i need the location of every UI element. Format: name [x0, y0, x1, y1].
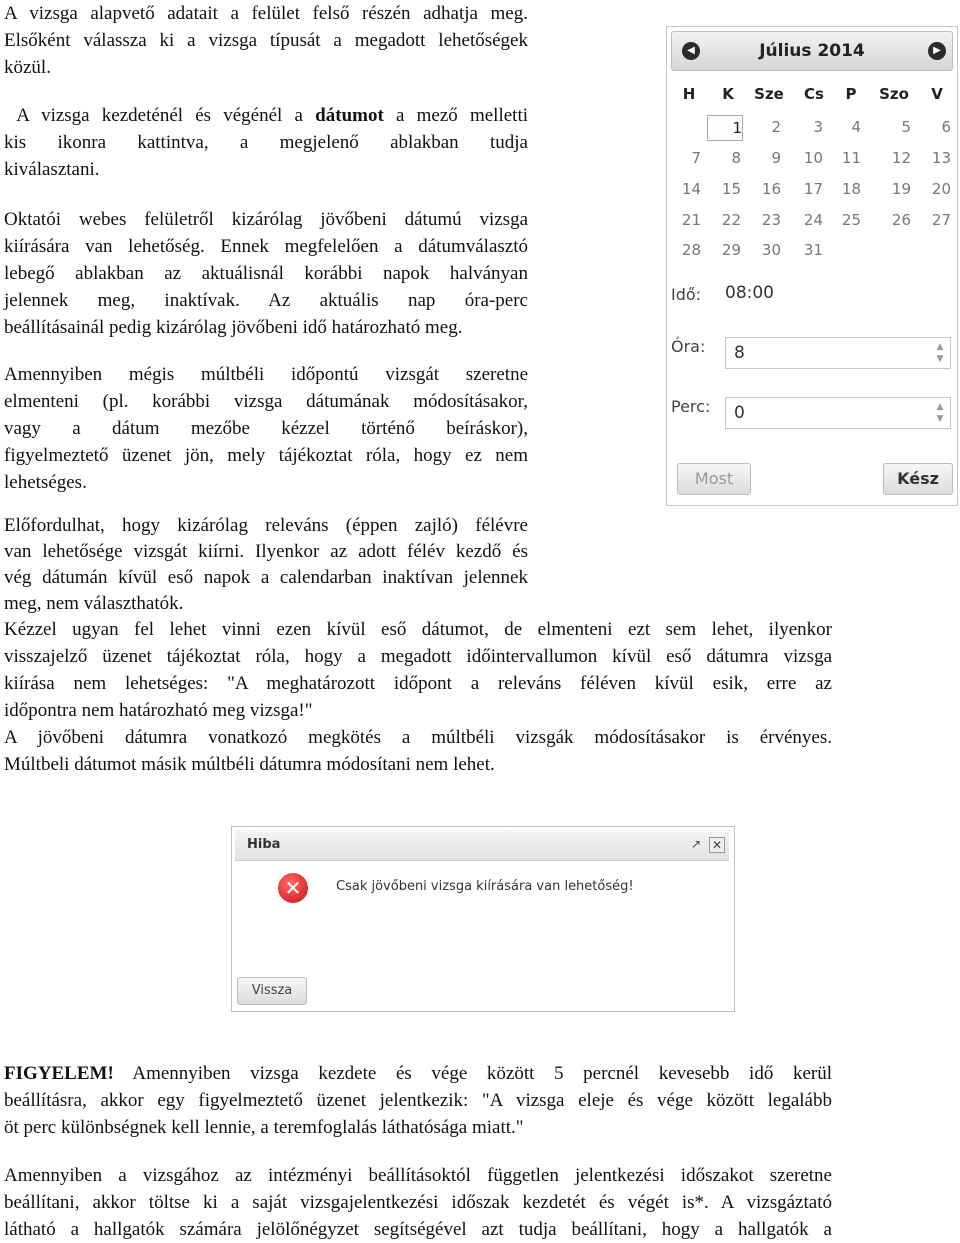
text-line: vég dátumán kívül eső napok a calendarban inaktívan jelennek	[4, 567, 528, 588]
error-dialog	[231, 826, 735, 1012]
paragraph-warning	[4, 1060, 832, 1141]
minute-value: 0	[734, 403, 745, 423]
text-line: A jövőbeni dátumra vonatkozó megkötés a múltbéli vizsgák módosításakor is érvényes.	[4, 727, 832, 748]
text-line: közül.	[4, 57, 51, 78]
spin-up-icon[interactable]: ▲	[936, 402, 944, 412]
calendar-day[interactable]: 6	[941, 118, 951, 136]
text-fragment: A vizsga kezdeténél és végénél a	[16, 105, 316, 126]
hour-value: 8	[734, 343, 745, 363]
weekday-header: V	[931, 85, 943, 103]
text-line: Amennyiben mégis múltbéli időpontú vizsgát szeretne	[4, 364, 528, 385]
arrow-right-icon[interactable]: ▶	[928, 42, 946, 60]
weekday-header: H	[682, 85, 696, 103]
calendar-day[interactable]: 23	[761, 211, 781, 229]
dialog-title: Hiba	[247, 837, 281, 852]
calendar-day[interactable]: 3	[813, 118, 823, 136]
time-label: Idő:	[671, 285, 702, 304]
calendar-day[interactable]: 5	[901, 118, 911, 136]
paragraph-intro	[4, 0, 528, 81]
text-line: meg, nem választhatók.	[4, 593, 184, 614]
weekday-header: P	[845, 85, 857, 103]
error-icon: ✕	[278, 873, 308, 903]
text-line: visszajelző üzenet tájékoztat róla, hogy a megadott időintervallumon kívül eső dátumra vizsga	[4, 646, 832, 667]
calendar-day[interactable]: 15	[721, 180, 741, 198]
text-line: Múltbeli dátumot másik múltbéli dátumra módosítani nem lehet.	[4, 754, 495, 775]
paragraph-future-dates	[4, 206, 528, 341]
text-line: kiírása nem lehetséges: "A meghatározott időpont a releváns féléven kívül esik, erre az	[4, 673, 832, 694]
calendar-day[interactable]: 14	[681, 180, 701, 198]
text-line: kiírására van lehetőség. Ennek megfelelően a dátumválasztó	[4, 236, 528, 257]
text-line: van lehetősége vizsgát kiírni. Ilyenkor az adott félév kezdő és	[4, 541, 528, 562]
text-line: Előfordulhat, hogy kizárólag releváns (éppen zajló) félévre	[4, 515, 528, 536]
calendar-day[interactable]: 24	[803, 211, 823, 229]
calendar-day[interactable]: 9	[771, 149, 781, 167]
hour-spinner[interactable]	[725, 337, 951, 369]
done-button[interactable]: Kész	[883, 463, 953, 495]
text-line	[4, 1060, 832, 1087]
text-line: látható a hallgatók számára jelölőnégyzet segítségével azt tudja beállítani, hogy a hallgatók a	[4, 1219, 832, 1240]
calendar-day[interactable]: 19	[891, 180, 911, 198]
text-line: öt perc különbségnek kell lennie, a teremfoglalás láthatósága miatt."	[4, 1117, 524, 1138]
text-fragment: Amennyiben vizsga kezdete és vége között 5 percnél kevesebb idő kerül	[113, 1063, 832, 1084]
weekday-header: Sze	[754, 85, 784, 103]
paragraph-manual-entry	[4, 616, 832, 778]
text-line: beállítani, akkor töltse ki a saját vizsgajelentkezési időszak kezdetét és végét is*. A vizsgáztató	[4, 1192, 832, 1213]
spin-up-icon[interactable]: ▲	[936, 342, 944, 352]
spin-down-icon[interactable]: ▼	[936, 414, 944, 424]
dialog-message: Csak jövőbeni vizsga kiírására van lehetőség!	[336, 879, 634, 894]
text-line: jelennek meg, inaktívak. Az aktuális nap óra-perc	[4, 290, 528, 311]
calendar-day[interactable]: 4	[851, 118, 861, 136]
now-button[interactable]: Most	[677, 463, 751, 495]
calendar-day[interactable]: 16	[761, 180, 781, 198]
weekday-header: K	[722, 85, 734, 103]
date-picker-popup	[666, 26, 958, 506]
calendar-day[interactable]: 2	[771, 118, 781, 136]
calendar-day[interactable]: 30	[761, 241, 781, 259]
calendar-day[interactable]: 17	[803, 180, 823, 198]
calendar-day[interactable]: 12	[891, 149, 911, 167]
text-line: Oktatói webes felületről kizárólag jövőbeni dátumú vizsga	[4, 209, 528, 230]
calendar-day[interactable]: 10	[803, 149, 823, 167]
external-link-icon[interactable]: ↗	[690, 837, 702, 851]
calendar-day[interactable]: 20	[931, 180, 951, 198]
text-line: vagy a dátum mezőbe kézzel történő beíráskor),	[4, 418, 528, 439]
time-value: 08:00	[725, 283, 774, 303]
paragraph-semester	[4, 513, 528, 617]
calendar-header	[671, 31, 953, 71]
calendar-day[interactable]: 29	[721, 241, 741, 259]
text-line: A vizsga alapvető adatait a felület felső részén adhatja meg.	[4, 3, 528, 24]
hour-label: Óra:	[671, 337, 706, 356]
minute-spinner[interactable]	[725, 397, 951, 429]
calendar-day[interactable]: 26	[891, 211, 911, 229]
text-line: Amennyiben a vizsgához az intézményi beállításoktól független jelentkezési időszakot szeretne	[4, 1165, 832, 1186]
text-line: beállításra, akkor egy figyelmeztető üzenet jelentkezik: "A vizsga eleje és vége között legalább	[4, 1090, 832, 1111]
arrow-left-icon[interactable]: ◀	[682, 42, 700, 60]
text-line: elmenteni (pl. korábbi vizsga dátumának módosításakor,	[4, 391, 528, 412]
paragraph-registration	[4, 1162, 832, 1243]
calendar-month-title: Július 2014	[759, 41, 865, 61]
text-line: Elsőként válassza ki a vizsga típusát a megadott lehetőségek	[4, 30, 528, 51]
paragraph-date-icon	[4, 102, 528, 183]
calendar-day[interactable]: 25	[841, 211, 861, 229]
text-line: Kézzel ugyan fel lehet vinni ezen kívül eső dátumot, de elmenteni ezt sem lehet, ilyenkor	[4, 619, 832, 640]
dialog-header	[235, 830, 729, 861]
calendar-day[interactable]: 21	[681, 211, 701, 229]
calendar-day[interactable]: 8	[731, 149, 741, 167]
calendar-day[interactable]: 31	[803, 241, 823, 259]
calendar-day[interactable]: 27	[931, 211, 951, 229]
text-line: időpontra nem határozható meg vizsga!"	[4, 700, 313, 721]
calendar-day[interactable]: 13	[931, 149, 951, 167]
text-line	[4, 102, 528, 129]
text-line: figyelmeztető üzenet jön, mely tájékoztat róla, hogy ez nem	[4, 445, 528, 466]
text-line: kiválasztani.	[4, 159, 100, 180]
calendar-day[interactable]: 28	[681, 241, 701, 259]
text-line: kis ikonra kattintva, a megjelenő ablakban tudja	[4, 132, 528, 153]
bold-text: FIGYELEM!	[4, 1063, 114, 1084]
spin-down-icon[interactable]: ▼	[936, 354, 944, 364]
calendar-day[interactable]: 7	[691, 149, 701, 167]
text-line: beállításainál pedig kizárólag jövőbeni idő határozható meg.	[4, 317, 463, 338]
text-line: lehetséges.	[4, 472, 87, 493]
calendar-day[interactable]: 11	[841, 149, 861, 167]
weekday-header: Cs	[804, 85, 824, 103]
minute-label: Perc:	[671, 397, 711, 416]
paragraph-past-dates	[4, 361, 528, 496]
calendar-day[interactable]: 18	[841, 180, 861, 198]
calendar-day[interactable]: 1	[707, 115, 743, 141]
back-button[interactable]: Vissza	[237, 977, 307, 1005]
close-icon[interactable]: ✕	[709, 837, 725, 853]
text-fragment: a mező melletti	[383, 105, 529, 126]
calendar-day[interactable]: 22	[721, 211, 741, 229]
weekday-header: Szo	[879, 85, 909, 103]
bold-text: dátumot	[315, 105, 384, 126]
text-line: lebegő ablakban az aktuálisnál korábbi napok halványan	[4, 263, 528, 284]
